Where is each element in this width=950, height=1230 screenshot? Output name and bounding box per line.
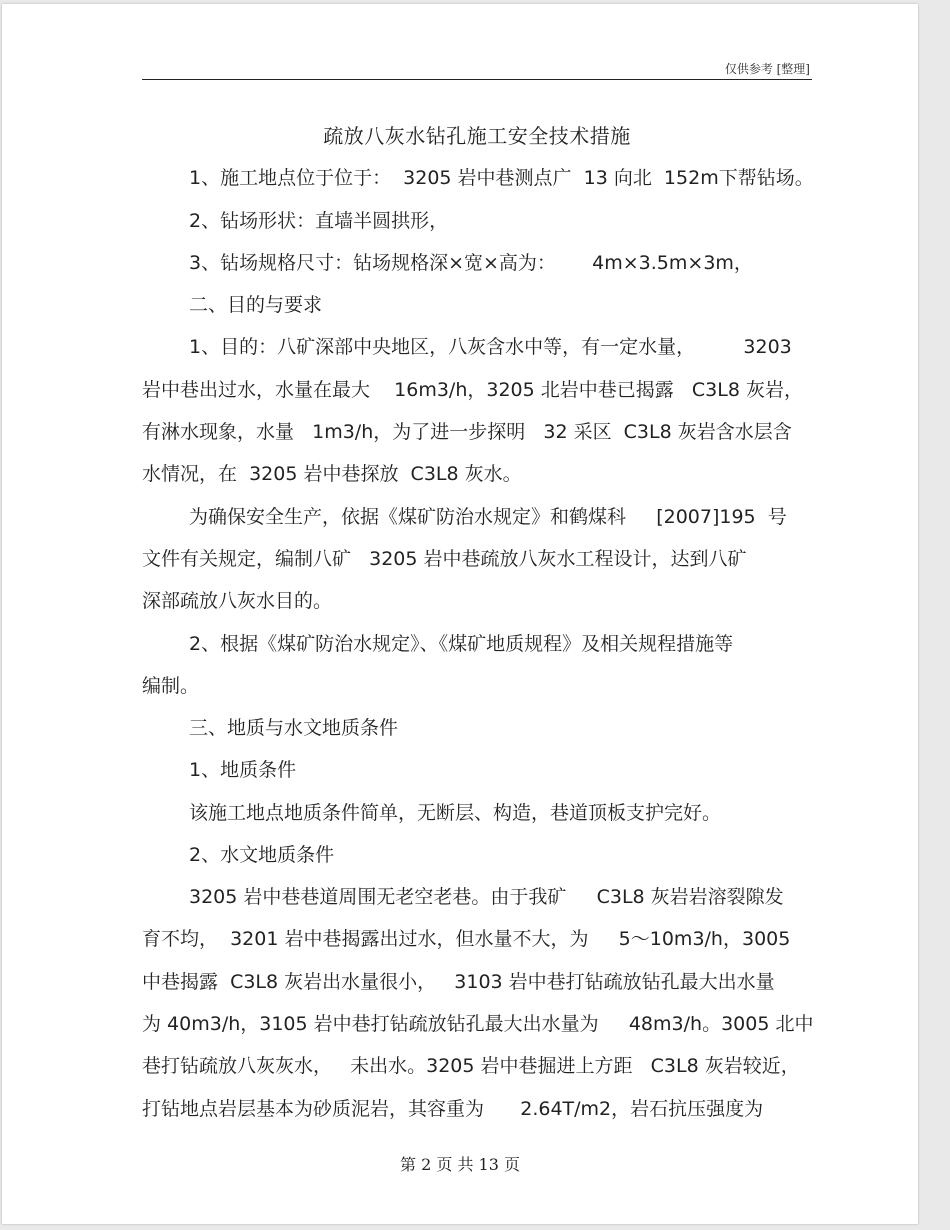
paragraph-line: 为 40m3/h，3105 岩中巷打钻疏放钻孔最大出水量为 48m3/h。3005 北中 <box>142 1013 814 1035</box>
paragraph-line: 有淋水现象，水量 1m3/h，为了进一步探明 32 采区 C3L8 灰岩含水层含 <box>142 421 792 443</box>
page-number-footer: 第 2 页 共 13 页 <box>400 1155 520 1174</box>
document-title: 疏放八灰水钻孔施工安全技术措施 <box>323 124 631 148</box>
paragraph-line: 岩中巷出过水，水量在最大 16m3/h，3205 北岩中巷已揭露 C3L8 灰岩， <box>142 379 803 401</box>
paragraph-line: 巷打钻疏放八灰灰水， 未出水。3205 岩中巷掘进上方距 C3L8 灰岩较近， <box>142 1055 800 1077</box>
header-note: 仅供参考 [整理] <box>724 62 810 76</box>
section-heading: 三、地质与水文地质条件 <box>189 717 399 739</box>
subsection-heading: 2、水文地质条件 <box>189 844 335 866</box>
paragraph-line: 2、根据《煤矿防治水规定》、《煤矿地质规程》及相关规程措施等 <box>189 633 734 655</box>
paragraph-line: 中巷揭露 C3L8 灰岩出水量很小， 3103 岩中巷打钻疏放钻孔最大出水量 <box>142 971 775 993</box>
paragraph-line: 深部疏放八灰水目的。 <box>142 590 333 612</box>
paragraph-line: 为确保安全生产，依据《煤矿防治水规定》和鹤煤科 [2007]195 号 <box>189 506 787 528</box>
subsection-heading: 1、地质条件 <box>189 759 297 781</box>
paragraph-line: 3205 岩中巷巷道周围无老空老巷。由于我矿 C3L8 灰岩岩溶裂隙发 <box>189 886 784 908</box>
paragraph-line: 文件有关规定，编制八矿 3205 岩中巷疏放八灰水工程设计，达到八矿 <box>142 548 747 570</box>
paragraph-line: 编制。 <box>142 675 200 697</box>
paragraph-line: 2、钻场形状：直墙半圆拱形， <box>189 210 449 232</box>
paragraph-line: 1、目的：八矿深部中央地区，八灰含水中等，有一定水量， 3203 <box>189 336 792 358</box>
paragraph-line: 打钻地点岩层基本为砂质泥岩，其容重为 2.64T/m2，岩石抗压强度为 <box>142 1098 764 1120</box>
paragraph-line: 该施工地点地质条件简单，无断层、构造，巷道顶板支护完好。 <box>189 802 722 824</box>
header-divider <box>142 79 812 80</box>
paragraph-line: 3、钻场规格尺寸：钻场规格深×宽×高为： 4m×3.5m×3m， <box>189 252 753 274</box>
section-heading: 二、目的与要求 <box>189 294 323 316</box>
document-page <box>2 4 918 1224</box>
paragraph-line: 育不均， 3201 岩中巷揭露出过水，但水量不大，为 5～10m3/h，3005 <box>142 928 791 950</box>
paragraph-line: 1、施工地点位于位于： 3205 岩中巷测点广 13 向北 152m下帮钻场。 <box>189 167 814 189</box>
paragraph-line: 水情况，在 3205 岩中巷探放 C3L8 灰水。 <box>142 463 522 485</box>
